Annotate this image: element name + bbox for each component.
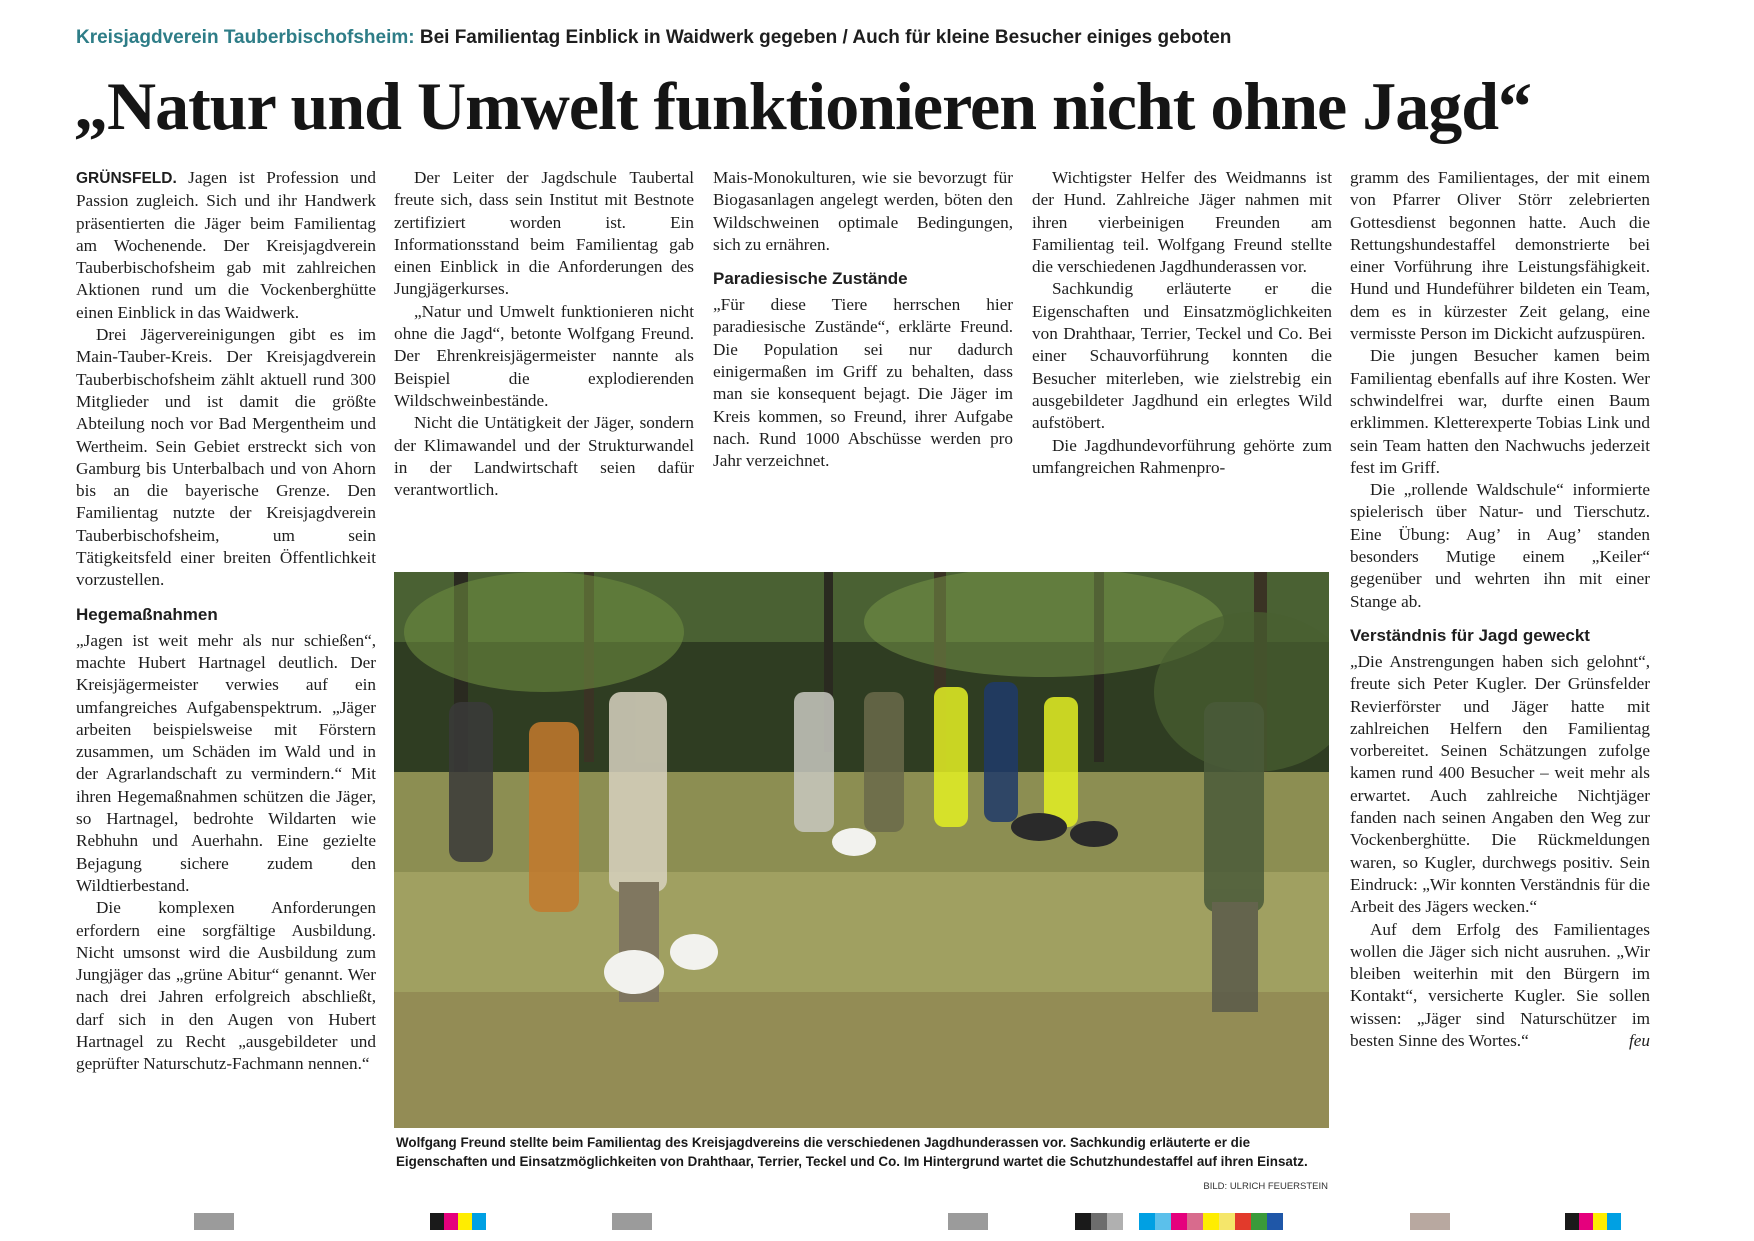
article-column-2	[394, 167, 694, 501]
print-gray-patch	[194, 1213, 234, 1230]
paragraph: Die „rollende Waldschule“ informierte spielerisch über Natur- und Tierschutz. Eine Übung: Aug’ in Aug’ standen besonders Mutige einem „Keiler“ gegenüber und wehrten ihn mit einer Stange ab.	[1350, 480, 1650, 611]
color-swatch	[194, 1213, 234, 1230]
paragraph: „Die Anstrengungen haben sich gelohnt“, freute sich Peter Kugler. Der Grünsfelder Revierförster und Jäger hatte mit zahlreichen Helfern den Familientag vorbereitet. Seinen Schätzungen zufolge kamen rund 400 Besucher – weit mehr als erwartet. Auch zahlreiche Nichtjäger fanden nach seinen Angaben den Weg zur Vockenberghütte. Die Rückmeldungen waren, so Kugler, durchwegs positiv. Sein Eindruck: „Wir konnten Verständnis für die Arbeit des Jägers wecken.“	[1350, 651, 1650, 917]
kicker-text: Bei Familientag Einblick in Waidwerk gegeben / Auch für kleine Besucher einiges geboten	[419, 27, 1232, 48]
paragraph: Nicht die Untätigkeit der Jäger, sondern der Klimawandel und der Strukturwandel in der Landwirtschaft seien dafür verantwortlich.	[394, 413, 694, 500]
subheading-hegemassnahmen: Hegemaßnahmen	[76, 604, 218, 624]
author-initials: feu	[1629, 1031, 1650, 1051]
article-column-4	[1032, 167, 1332, 479]
paragraph: Wichtigster Helfer des Weidmanns ist der Hund. Zahlreiche Jäger nahmen mit ihren vierbeinigen Freunden am Familientag teil. Wolfgang Freund stellte die verschiedenen Jagdhunderassen vor.	[1032, 168, 1332, 277]
print-color-bar	[1565, 1213, 1621, 1230]
color-swatch	[612, 1213, 652, 1230]
print-gray-patch	[948, 1213, 988, 1230]
print-gray-patch	[612, 1213, 652, 1230]
dateline: GRÜNSFELD.	[76, 170, 177, 187]
color-swatch	[1410, 1213, 1450, 1230]
color-swatch	[1579, 1213, 1593, 1230]
paragraph: Sachkundig erläuterte er die Eigenschaften und Einsatzmöglichkeiten von Drahthaar, Terrier, Teckel und Co. Bei einer Schauvorführung konnten die Besucher miterleben, wie zielstrebig ein ausgebildeter Jagdhund ein erlegtes Wild aufstöbert.	[1032, 279, 1332, 433]
photo-credit: BILD: ULRICH FEUERSTEIN	[1203, 1181, 1328, 1192]
photo-caption: Wolfgang Freund stellte beim Familientag des Kreisjagdvereins die verschiedenen Jagdhunderassen vor. Sachkundig erläuterte er die Eigenschaften und Einsatzmöglichkeiten von Drahthaar, Terrier, Teckel und Co. Im Hintergrund wartet die Schutzhundestaffel auf ihren Einsatz.	[396, 1135, 1308, 1169]
headline: „Natur und Umwelt funktionieren nicht ohne Jagd“	[74, 68, 1532, 144]
color-swatch	[1267, 1213, 1283, 1230]
color-swatch	[472, 1213, 486, 1230]
article-column-3	[713, 167, 1013, 473]
paragraph: „Natur und Umwelt funktionieren nicht ohne die Jagd“, betonte Wolfgang Freund. Der Ehrenkreisjägermeister nannte als Beispiel die explodierenden Wildschweinbestände.	[394, 301, 694, 410]
paragraph: Die Jagdhundevorführung gehörte zum umfangreichen Rahmenpro-	[1032, 435, 1332, 477]
color-swatch	[1235, 1213, 1251, 1230]
color-swatch	[1203, 1213, 1219, 1230]
paragraph: Die komplexen Anforderungen erfordern eine sorgfältige Ausbildung. Nicht umsonst wird die Ausbildung zum Jungjäger das „grüne Abitur“ genannt. Wer nach drei Jahren erfolgreich abschließt, darf sich in den Augen von Hubert Hartnagel zu Recht „ausgebildeter und geprüfter Naturschutz-Fachmann nennen.“	[76, 898, 376, 1074]
color-swatch	[1593, 1213, 1607, 1230]
color-swatch	[1107, 1213, 1123, 1230]
print-color-bar	[430, 1213, 486, 1230]
print-color-bar	[1075, 1213, 1283, 1230]
color-swatch	[1171, 1213, 1187, 1230]
color-swatch	[1123, 1213, 1139, 1230]
kicker	[76, 27, 1676, 49]
paragraph	[76, 167, 376, 324]
article-column-5	[1350, 167, 1650, 1053]
paragraph: Drei Jägervereinigungen gibt es im Main-Tauber-Kreis. Der Kreisjagdverein Tauberbischofsheim zählt aktuell rund 300 Mitglieder und ist damit die größte Abteilung noch vor Bad Mergentheim und Wertheim. Sein Gebiet erstreckt sich von Gamburg bis Unterbalbach und von Ahorn bis an die bayerische Grenze. Den Familientag nutzte der Kreisjagdverein Tauberbischofsheim, um sein Tätigkeitsfeld einer breiten Öffentlichkeit vorzustellen.	[76, 325, 376, 590]
article-photo	[394, 572, 1329, 1128]
color-swatch	[1565, 1213, 1579, 1230]
color-swatch	[444, 1213, 458, 1230]
subheading-verstaendnis: Verständnis für Jagd geweckt	[1350, 625, 1590, 645]
paragraph: „Jagen ist weit mehr als nur schießen“, machte Hubert Hartnagel deutlich. Der Kreisjägermeister verwies auf ein umfangreiches Aufgabenspektrum. „Jäger arbeiten beispielsweise mit Förstern zusammen, um Schäden im Wald und in der Agrarlandschaft zu vermindern.“ Mit ihren Hegemaßnahmen schützen die Jäger, so Hartnagel, bedrohte Wildarten wie Rebhuhn und Auerhahn. Eine gezielte Bejagung sichere zudem den Wildtierbestand.	[76, 630, 376, 895]
paragraph: Mais-Monokulturen, wie sie bevorzugt für Biogasanlagen angelegt werden, böten den Wildschweinen optimale Bedingungen, sich zu ernähren.	[713, 168, 1013, 254]
paragraph: Auf dem Erfolg des Familientages wollen die Jäger sich nicht ausruhen. „Wir bleiben weiterhin mit den Bürgern im Kontakt“, versicherte Kugler. Sie sollen wissen: „Jäger sind Naturschützer im besten Sinne des Wortes.“	[1350, 919, 1650, 1050]
paragraph: Der Leiter der Jagdschule Taubertal freute sich, dass sein Institut mit Bestnote zertifiziert worden ist. Ein Informationsstand beim Familientag gab einen Einblick in die Anforderungen des Jungjägerkurses.	[394, 168, 694, 299]
kicker-label: Kreisjagdverein Tauberbischofsheim:	[76, 27, 415, 48]
color-swatch	[948, 1213, 988, 1230]
color-swatch	[1607, 1213, 1621, 1230]
color-swatch	[1139, 1213, 1155, 1230]
subheading-paradiesische-zustaende: Paradiesische Zustände	[713, 269, 908, 289]
paragraph: Die jungen Besucher kamen beim Familientag ebenfalls auf ihre Kosten. Wer schwindelfrei war, durfte einen Baum erklimmen. Kletterexperte Tobias Link und sein Team hatten den Nachwuchs jederzeit fest im Griff.	[1350, 346, 1650, 477]
color-swatch	[430, 1213, 444, 1230]
paragraph: gramm des Familientages, der mit einem von Pfarrer Oliver Störr zelebrierten Gottesdienst begonnen hatte. Auch die Rettungshundestaffel demonstrierte bei einer Vorführung ihre Leistungsfähigkeit. Hund und Hundeführer bildeten ein Team, dem es in kürzester Zeit gelang, eine vermisste Person im Dickicht aufzuspüren.	[1350, 168, 1650, 344]
photo-illustration	[394, 572, 1329, 1128]
color-swatch	[1091, 1213, 1107, 1230]
color-swatch	[1075, 1213, 1091, 1230]
color-swatch	[458, 1213, 472, 1230]
color-swatch	[1219, 1213, 1235, 1230]
article-column-1	[76, 167, 376, 1076]
intro-text: Jagen ist Profession und Passion zugleich. Sich und ihr Handwerk präsentierten die Jäger beim Familientag am Wochenende. Der Kreisjagdverein Tauberbischofsheim gab mit zahlreichen Aktionen rund um die Vockenberghütte einen Einblick in das Waidwerk.	[76, 168, 376, 322]
color-swatch	[1187, 1213, 1203, 1230]
paragraph: „Für diese Tiere herrschen hier paradiesische Zustände“, erklärte Freund. Die Population sei nur dadurch einigermaßen im Griff zu behalten, dass man sie konsequent bejagt. Die Jäger im Kreis kommen, so Freund, ihrer Aufgabe nach. Rund 1000 Abschüsse werden pro Jahr verzeichnet.	[713, 295, 1013, 471]
print-gray-patch	[1410, 1213, 1450, 1230]
color-swatch	[1155, 1213, 1171, 1230]
color-swatch	[1251, 1213, 1267, 1230]
